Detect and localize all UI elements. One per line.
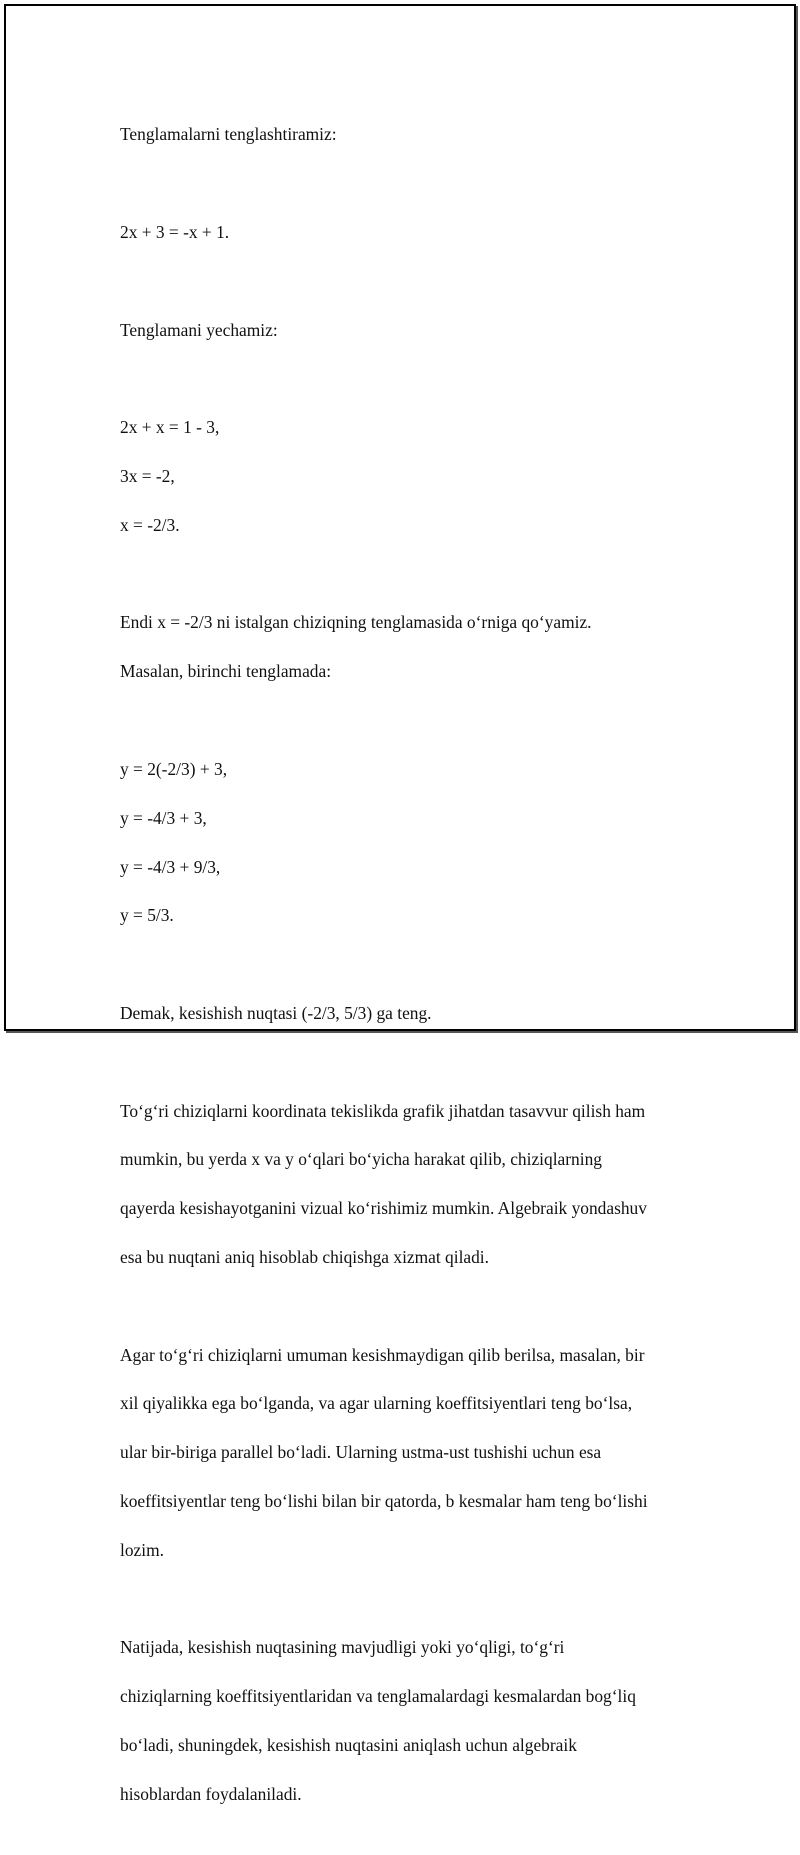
text-line: Agar toʻgʻri chiziqlarni umuman kesishmaydigan qilib berilsa, masalan, bir [120,1344,645,1365]
paragraph-conclusion [120,1611,695,1831]
text-line: Endi x = -2/3 ni istalgan chiziqning tenglamasida oʻrniga qoʻyamiz. [120,612,592,633]
text-line: qayerda kesishayotganini vizual koʻrishimiz mumkin. Algebraik yondashuv [120,1198,647,1219]
text-line: boʻladi, shuningdek, kesishish nuqtasini aniqlash uchun algebraik [120,1735,577,1756]
text-line: Tenglamalarni tenglashtiramiz: [120,124,337,145]
text-line: 2x + 3 = -x + 1. [120,222,230,243]
text-line: Toʻgʻri chiziqlarni koordinata tekislikda grafik jihatdan tasavvur qilish ham [120,1100,646,1121]
text-line: y = 5/3. [120,905,174,926]
text-line: hisoblardan foydalaniladi. [120,1783,302,1804]
page-frame [4,4,796,1804]
text-line: Tenglamani yechamiz: [120,319,278,340]
text-line: x = -2/3. [120,514,180,535]
document-body [120,98,695,1855]
text-line: ular bir-biriga parallel boʻladi. Ularning ustma-ust tushishi uchun esa [120,1442,602,1463]
text-line: y = -4/3 + 3, [120,807,207,828]
text-line: mumkin, bu yerda x va y oʻqlari boʻyicha harakat qilib, chiziqlarning [120,1149,602,1170]
text-line: 3x = -2, [120,466,175,487]
text-line: esa bu nuqtani aniq hisoblab chiqishga xizmat qiladi. [120,1246,489,1267]
text-line: y = -4/3 + 9/3, [120,856,221,877]
text-line: Masalan, birinchi tenglamada: [120,661,332,682]
text-line: koeffitsiyentlar teng boʻlishi bilan bir qatorda, b kesmalar ham teng boʻlishi [120,1491,648,1512]
text-line: Demak, kesishish nuqtasi (-2/3, 5/3) ga teng. [120,1002,432,1023]
text-line: 2x + x = 1 - 3, [120,417,220,438]
paragraph-y-steps [120,732,695,952]
paragraph-intro [120,98,695,171]
paragraph-parallel [120,1318,695,1586]
text-line: y = 2(-2/3) + 3, [120,758,228,779]
paragraph-equation [120,196,695,269]
paragraph-solve-steps [120,391,695,562]
paragraph-solve-heading [120,293,695,366]
text-line: chiziqlarning koeffitsiyentlaridan va tenglamalardagi kesmalardan bogʻliq [120,1686,636,1707]
text-line: Natijada, kesishish nuqtasining mavjudligi yoki yoʻqligi, toʻgʻri [120,1637,565,1658]
paragraph-substitution [120,586,695,708]
paragraph-graphical [120,1074,695,1294]
text-line: xil qiyalikka ega boʻlganda, va agar ularning koeffitsiyentlari teng boʻlsa, [120,1393,633,1414]
text-line: lozim. [120,1539,164,1560]
paragraph-result [120,977,695,1050]
